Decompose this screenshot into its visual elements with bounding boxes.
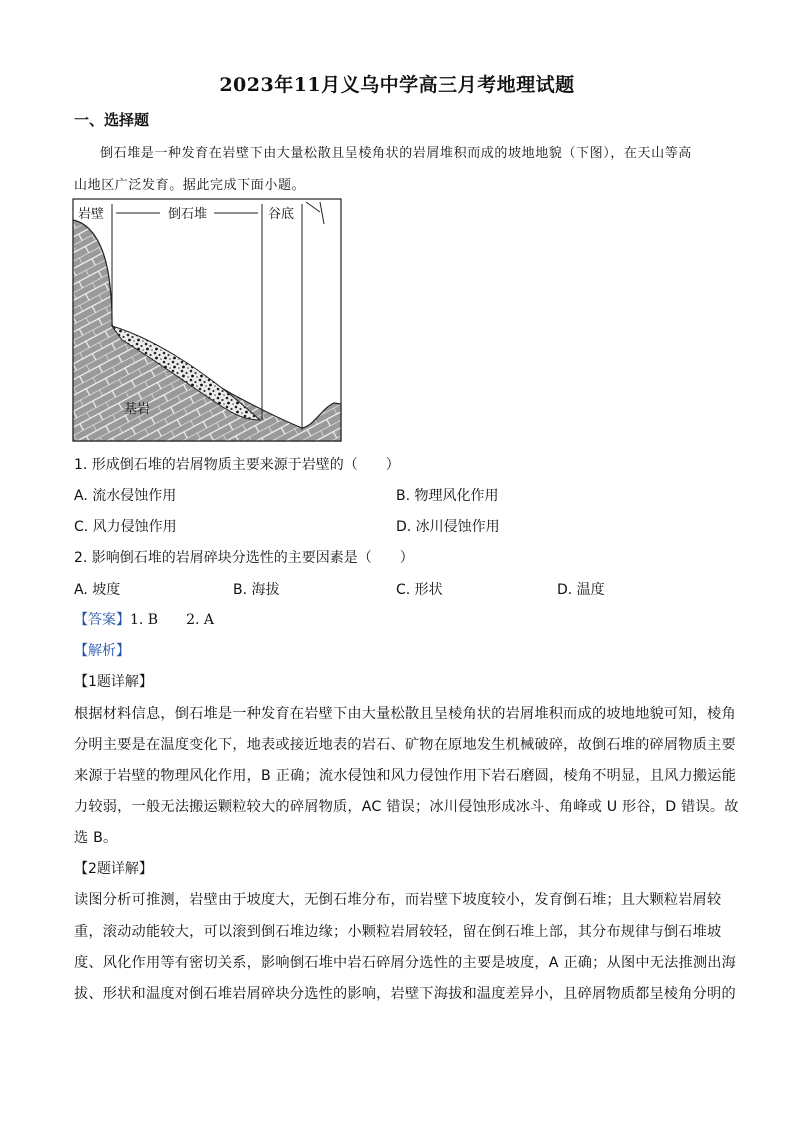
- intro-line-1: 倒石堆是一种发育在岩壁下由大量松散且呈棱角状的岩屑堆积而成的坡地地貌（下图），在天山等高: [100, 146, 692, 161]
- q2-option-a: A. 坡度: [74, 582, 121, 598]
- detail-1-header: 【1题详解】: [74, 674, 153, 690]
- label-valley: 谷底: [268, 207, 295, 222]
- detail-2-line: 重，滚动动能较大，可以滚到倒石堆边缘；小颗粒岩屑较轻，留在倒石堆上部，其分布规律与倒石堆坡: [74, 924, 722, 940]
- talus-figure: [72, 198, 342, 442]
- q2-option-c: C. 形状: [396, 582, 443, 598]
- answer-row: [74, 609, 214, 629]
- q2-stem: 2. 影响倒石堆的岩屑碎块分选性的主要因素是（ ）: [74, 550, 414, 566]
- detail-1-line: 选 B。: [74, 830, 118, 846]
- q1-option-b: B. 物理风化作用: [396, 488, 499, 504]
- detail-2-line: 拔、形状和温度对倒石堆岩屑碎块分选性的影响，岩壁下海拔和温度差异小，且碎屑物质都呈棱角分明的: [74, 986, 736, 1002]
- detail-1-line: 来源于岩壁的物理风化作用，B 正确；流水侵蚀和风力侵蚀作用下岩石磨圆，棱角不明显，且风力搬运能: [74, 768, 737, 784]
- q1-option-c: C. 风力侵蚀作用: [74, 519, 177, 535]
- answer-1: 1. B: [130, 612, 159, 628]
- q2-option-d: D. 温度: [557, 582, 605, 598]
- intro-line-2: 山地区广泛发育。据此完成下面小题。: [74, 178, 306, 193]
- q1-option-a: A. 流水侵蚀作用: [74, 488, 177, 504]
- detail-2-line: 度、风化作用等有密切关系，影响倒石堆中岩石碎屑分选性的主要是坡度，A 正确；从图中无法推测出海: [74, 955, 737, 971]
- detail-1-line: 力较弱，一般无法搬运颗粒较大的碎屑物质，AC 错误；冰川侵蚀形成冰斗、角峰或 U 形谷，D 错误。故: [74, 799, 739, 815]
- q2-option-b: B. 海拔: [233, 582, 280, 598]
- label-rock-wall: 岩壁: [78, 207, 105, 222]
- label-talus: 倒石堆: [168, 207, 208, 222]
- detail-1-line: 分明主要是在温度变化下，地表或接近地表的岩石、矿物在原地发生机械破碎，故倒石堆的碎屑物质主要: [74, 737, 736, 753]
- page-title: 2023年11月义乌中学高三月考地理试题: [219, 74, 575, 96]
- q1-option-d: D. 冰川侵蚀作用: [396, 519, 500, 535]
- detail-1-line: 根据材料信息，倒石堆是一种发育在岩壁下由大量松散且呈棱角状的岩屑堆积而成的坡地地貌可知，棱角: [74, 706, 736, 722]
- label-bedrock: 基岩: [124, 402, 151, 417]
- analysis-label: 【解析】: [74, 643, 130, 659]
- answer-label: 【答案】: [74, 612, 130, 628]
- section-heading: 一、选择题: [74, 111, 150, 129]
- detail-2-header: 【2题详解】: [74, 861, 153, 877]
- answer-2: 2. A: [186, 612, 215, 628]
- detail-2-line: 读图分析可推测，岩壁由于坡度大，无倒石堆分布，而岩壁下坡度较小，发育倒石堆；且大颗粒岩屑较: [74, 892, 722, 908]
- q1-stem: 1. 形成倒石堆的岩屑物质主要来源于岩壁的（ ）: [74, 457, 400, 473]
